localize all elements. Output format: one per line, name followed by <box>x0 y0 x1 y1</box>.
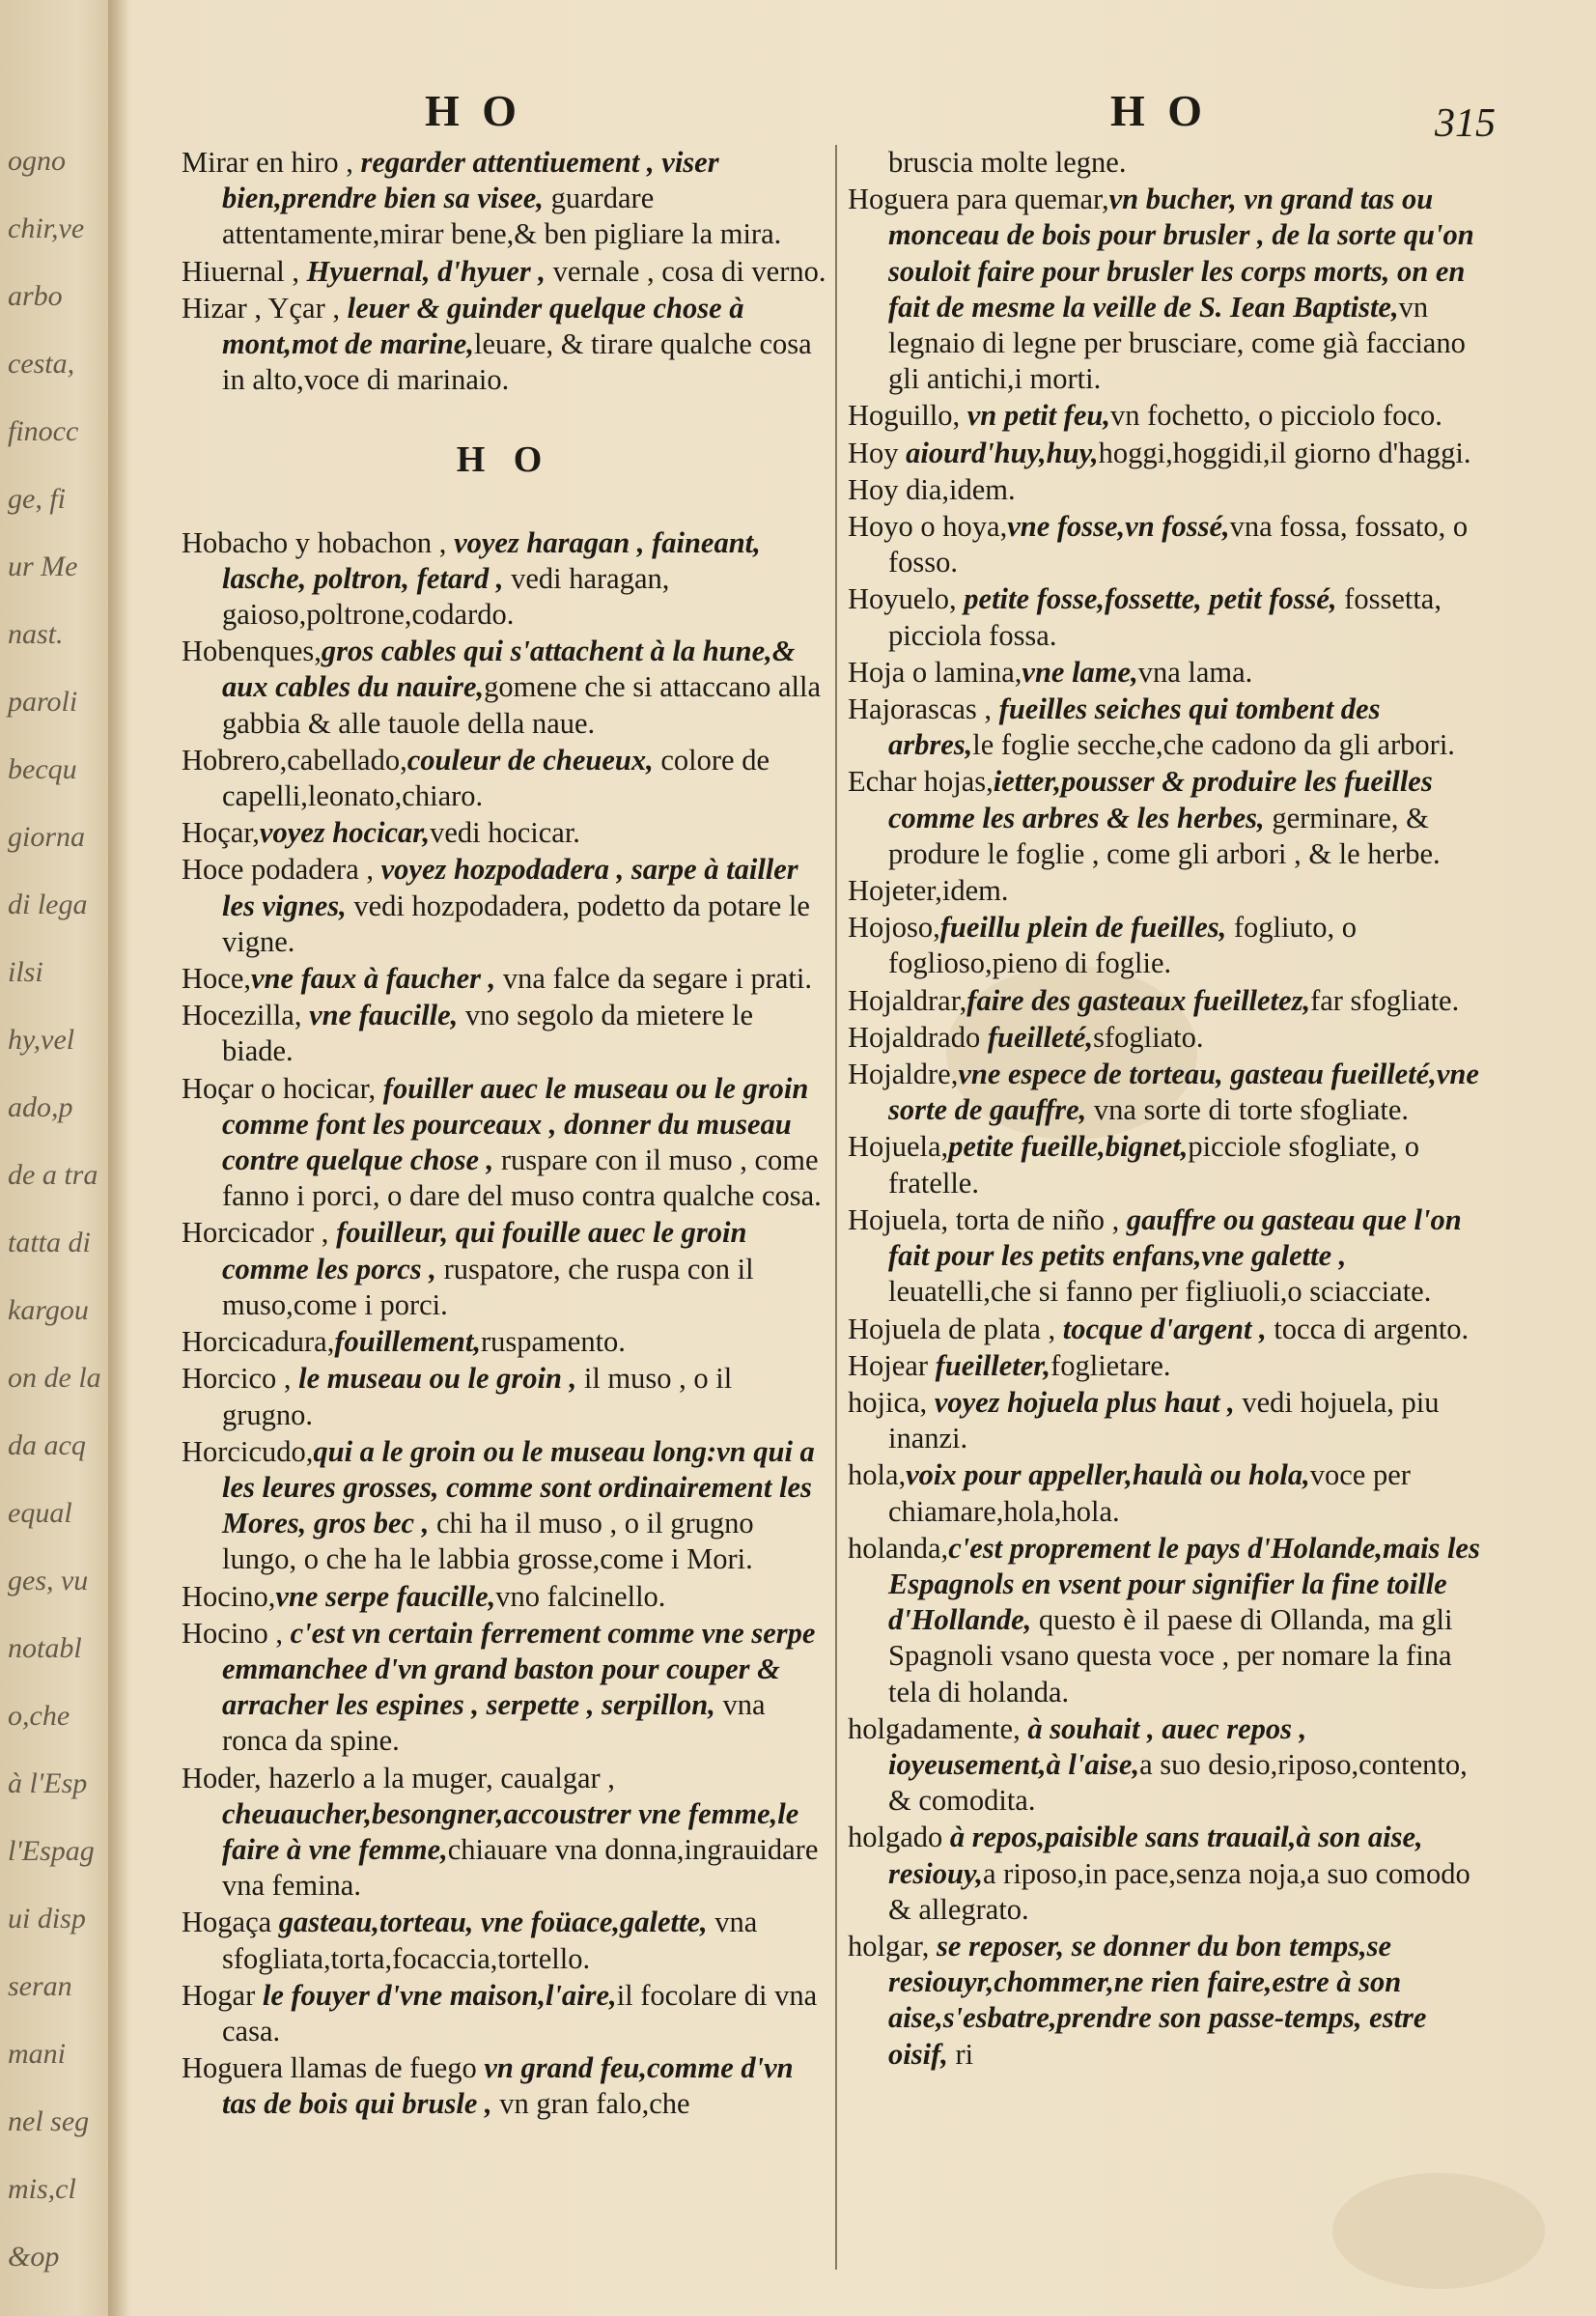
entry-headword: Hoce podadera , <box>182 853 381 887</box>
dictionary-entry <box>848 692 1480 763</box>
entry-headword: Hojear <box>848 1348 936 1382</box>
entry-french: petite fueille,bignet, <box>948 1130 1189 1164</box>
dictionary-entry <box>848 764 1480 872</box>
entry-headword: Hoguera llamas de fuego <box>182 2051 485 2085</box>
entries-hi <box>182 145 826 398</box>
entry-french: voyez haragan , faineant, lasche, poltron, fetard , <box>222 525 761 595</box>
entry-headword: hola, <box>848 1458 907 1492</box>
dictionary-entry <box>182 1761 826 1905</box>
entry-french: vn petit feu, <box>966 399 1110 433</box>
dictionary-entry <box>182 254 826 290</box>
gutter-text-fragment: da acq <box>8 1429 86 1461</box>
gutter-text-fragment: ado,p <box>8 1091 73 1123</box>
dictionary-entry <box>182 998 826 1069</box>
dictionary-entry <box>848 1129 1480 1200</box>
entry-italian: germinare, & produre le foglie , come gli arbori , & le herbe. <box>888 801 1441 870</box>
dictionary-entry <box>848 472 1480 508</box>
entry-french: vn bucher, vn grand tas ou monceau de bois pour brusler , de la sorte qu'on souloit faire pour brusler les corps morts, on en fait de mesme la veille de S. Iean Baptiste, <box>888 183 1474 324</box>
entry-french: gauffre ou gasteau que l'on fait pour les petits enfans,vne galette , <box>888 1202 1462 1273</box>
gutter-text-fragment: mani <box>8 2038 66 2070</box>
entry-french: gasteau,torteau, vne foüace,galette, <box>278 1906 708 1939</box>
dictionary-entry <box>848 1385 1480 1456</box>
entry-italian: hoggi,hoggidi,il giorno d'haggi. <box>1098 436 1471 469</box>
dictionary-entry <box>182 1579 826 1615</box>
entry-french: cheuaucher,besongner,accoustrer vne femme,le faire à vne femme, <box>222 1796 799 1866</box>
entry-headword: holgadamente, <box>848 1711 1028 1745</box>
dictionary-entry <box>182 2050 826 2122</box>
entry-italian: foglietare. <box>1050 1348 1171 1382</box>
entry-italian: idem. <box>949 472 1016 506</box>
dictionary-entry <box>848 1312 1480 1347</box>
entry-french: fueilles seiches qui tombent des arbres, <box>888 692 1381 762</box>
entry-headword: Hoja o lamina, <box>848 655 1022 689</box>
entry-italian: vernale , cosa di verno. <box>546 254 826 288</box>
entry-italian: sfogliato. <box>1093 1020 1204 1054</box>
entry-french: couleur de cheueux, <box>406 743 654 777</box>
entry-headword: Hoçar, <box>182 816 260 850</box>
entries-ho-left <box>182 525 826 2123</box>
gutter-text-fragment: de a tra <box>8 1159 98 1191</box>
entry-italian: vedi haragan, gaioso,poltrone,codardo. <box>222 561 670 632</box>
entry-italian: bruscia molte legne. <box>888 146 1127 179</box>
dictionary-entry <box>848 182 1480 397</box>
entry-headword: Hobrero,cabellado, <box>182 743 407 777</box>
entry-french: tocque d'argent , <box>1062 1312 1267 1345</box>
entry-french: vne espece de torteau, gasteau fueilleté,vne sorte de gauffre, <box>888 1058 1479 1127</box>
dictionary-entry <box>182 1434 826 1578</box>
dictionary-entry <box>182 525 826 634</box>
entry-headword: Hogaça <box>182 1906 279 1939</box>
dictionary-entry <box>848 1820 1480 1928</box>
entry-french: se reposer, se donner du bon temps,se resiouyr,chommer,ne rien faire,estre à son aise,s'esbatre,prendre son passe-temps, estre oisif, <box>888 1929 1427 2071</box>
column-rule <box>835 145 837 2270</box>
dictionary-entry <box>848 436 1480 471</box>
entry-headword: Hiuernal , <box>182 254 307 288</box>
entry-italian: vna ronca da spine. <box>222 1688 766 1758</box>
entry-french: regarder attentiuement , viser bien,prendre bien sa visee, <box>222 146 719 215</box>
entry-italian: ruspamento. <box>481 1325 626 1359</box>
entry-headword: Hoce, <box>182 962 251 996</box>
dictionary-entry <box>182 291 826 399</box>
entry-italian: vna fossa, fossato, o fosso. <box>888 510 1469 579</box>
dictionary-entry <box>182 743 826 814</box>
entry-french: ietter,pousser & produire les fueilles comme les arbres & les herbes, <box>888 765 1433 834</box>
entry-headword: Hobenques, <box>182 635 322 668</box>
entry-italian: vedi hozpodadera, podetto da potare le vigne. <box>222 889 810 958</box>
gutter-text-fragment: nast. <box>8 618 64 650</box>
gutter-text-fragment: ge, fi <box>8 483 66 515</box>
running-header-left: H O <box>425 86 523 135</box>
entry-french: voyez hojuela plus haut , <box>934 1385 1235 1419</box>
entry-italian: vn fochetto, o picciolo foco. <box>1109 399 1442 433</box>
entry-italian: vna sorte di torte sfogliate. <box>1086 1093 1410 1127</box>
entry-french: fueilleter, <box>935 1348 1051 1382</box>
entry-headword: Hoçar o hocicar, <box>182 1071 383 1105</box>
entry-italian: vedi hocicar. <box>430 816 580 850</box>
entry-italian: idem. <box>941 874 1009 908</box>
entry-headword: Hoyuelo, <box>848 582 965 616</box>
entry-headword: Hogar <box>182 1978 263 2012</box>
entry-italian: vn gran falo,che <box>491 2087 690 2121</box>
entry-french: vne lame, <box>1022 655 1138 689</box>
gutter-text-fragment: ogno <box>8 145 66 177</box>
entry-headword: hojica, <box>848 1385 935 1419</box>
gutter-text-fragment: giorna <box>8 821 86 853</box>
paper-stain <box>1332 2173 1545 2289</box>
dictionary-entry <box>182 145 826 253</box>
dictionary-entry <box>182 961 826 997</box>
entry-french: à souhait , auec repos , ioyeusement,à l'aise, <box>888 1711 1307 1781</box>
dictionary-entry <box>182 1215 826 1323</box>
gutter-text-fragment: ges, vu <box>8 1565 89 1596</box>
dictionary-entry <box>848 983 1480 1019</box>
entry-french: voyez hozpodadera , sarpe à tailler les vignes, <box>222 853 798 922</box>
entry-headword: Horcicador , <box>182 1216 337 1250</box>
gutter-text-fragment: cesta, <box>8 348 75 380</box>
entry-headword: Hojoso, <box>848 911 940 945</box>
entry-italian: ri <box>947 2037 974 2071</box>
entry-italian: ruspare con il muso , come fanno i porci, o dare del muso contra qualche cosa. <box>222 1144 822 1213</box>
dictionary-entry <box>848 1929 1480 2073</box>
entry-italian: fossetta, picciola fossa. <box>888 582 1442 652</box>
dictionary-entry <box>182 852 826 960</box>
page-number: 315 <box>1435 101 1496 146</box>
entry-french: vn grand feu,comme d'vn tas de bois qui brusle , <box>222 2051 794 2121</box>
entry-french: fouillement, <box>334 1325 481 1359</box>
entry-headword: Hizar , Yçar , <box>182 291 348 325</box>
entry-french: voyez hocicar, <box>259 816 431 850</box>
dictionary-entry <box>848 509 1480 580</box>
gutter-text-fragment: chir,ve <box>8 212 85 244</box>
entry-italian: chiauare vna donna,ingrauidare vna femina. <box>222 1832 819 1903</box>
entry-french: leuer & guinder quelque chose à mont,mot de marine, <box>222 291 744 361</box>
gutter-text-fragment: ilsi <box>8 956 43 988</box>
entry-italian: leuare, & tirare qualche cosa in alto,voce di marinaio. <box>222 327 812 397</box>
dictionary-entry <box>848 873 1480 909</box>
dictionary-entry <box>848 1457 1480 1529</box>
entry-italian: il muso , o il grugno. <box>222 1362 733 1431</box>
entry-french: aiourd'huy,huy, <box>906 436 1099 469</box>
gutter-text-fragment: equal <box>8 1497 72 1529</box>
entry-french: fouilleur, qui fouille auec le groin comme les porcs , <box>222 1216 747 1285</box>
entry-italian: questo è il paese di Ollanda, ma gli Spagnoli vsano questa voce , per nomare la fina tela di holanda. <box>888 1603 1453 1709</box>
dictionary-entry <box>848 1531 1480 1710</box>
dictionary-entry <box>848 581 1480 653</box>
dictionary-entry <box>182 1978 826 2049</box>
entry-headword: Hoy dia, <box>848 472 950 506</box>
gutter-text-fragment: tatta di <box>8 1227 91 1258</box>
gutter-text-fragment: ui disp <box>8 1903 86 1935</box>
gutter-text-fragment: à l'Esp <box>8 1767 88 1799</box>
entry-italian: gomene che si attaccano alla gabbia & alle tauole della naue. <box>222 670 822 740</box>
dictionary-entry <box>182 1361 826 1432</box>
dictionary-entry <box>848 910 1480 981</box>
entry-french: Hyuernal, d'hyuer , <box>306 254 546 288</box>
entry-headword: Hojaldrar, <box>848 983 967 1017</box>
gutter-text-fragment: nel seg <box>8 2105 90 2137</box>
dictionary-entry <box>848 1348 1480 1384</box>
dictionary-entry <box>182 815 826 851</box>
entry-italian: vn legnaio di legne per brusciare, come già facciano gli antichi,i morti. <box>888 290 1466 396</box>
entry-italian: colore de capelli,leonato,chiaro. <box>222 743 770 813</box>
gutter-text-fragment: ur Me <box>8 551 78 582</box>
gutter-text-fragment: finocc <box>8 415 79 447</box>
left-column <box>182 145 826 2124</box>
entry-italian: vna sfogliata,torta,focaccia,tortello. <box>222 1906 758 1975</box>
entry-french: qui a le groin ou le museau long:vn qui a les leures grosses, comme sont ordinairement les Mores, gros bec , <box>222 1434 815 1540</box>
entry-french: c'est proprement le pays d'Holande,mais les Espagnols en vsent pour signifier la fine toille d'Hollande, <box>888 1531 1480 1637</box>
gutter-text-fragment: paroli <box>8 686 78 718</box>
entry-italian: tocca di argento. <box>1266 1312 1470 1345</box>
entry-headword: Horcicudo, <box>182 1434 314 1468</box>
entry-headword: Horcico , <box>182 1362 299 1396</box>
entry-french: gros cables qui s'attachent à la hune,& aux cables du nauire, <box>222 635 796 704</box>
dictionary-entry <box>848 1202 1480 1311</box>
entry-headword: Hajorascas , <box>848 692 999 726</box>
entry-headword: Hoy <box>848 436 907 469</box>
entry-headword: Echar hojas, <box>848 765 994 799</box>
entry-headword: Mirar en hiro , <box>182 146 361 179</box>
entry-headword: Hocino, <box>182 1579 276 1613</box>
entry-headword: Hojaldrado <box>848 1020 988 1054</box>
entry-italian: voce per chiamare,hola,hola. <box>888 1458 1411 1528</box>
entry-headword: Hojuela, <box>848 1130 949 1164</box>
entry-headword: Hobacho y hobachon , <box>182 525 455 559</box>
dictionary-entry <box>848 1711 1480 1820</box>
gutter-text-fragment: o,che <box>8 1700 70 1732</box>
dictionary-entry <box>848 655 1480 691</box>
entry-french: vne fosse,vn fossé, <box>1007 510 1230 544</box>
entry-headword: Hojuela, torta de niño , <box>848 1202 1127 1236</box>
entry-french: petite fosse,fossette, petit fossé, <box>964 582 1337 616</box>
gutter-text-fragment: kargou <box>8 1294 89 1326</box>
section-heading-ho: H O <box>456 439 552 481</box>
entry-french: vne faux à faucher , <box>250 962 496 996</box>
entry-french: fueillu plein de fueilles, <box>939 911 1227 945</box>
entry-french: c'est vn certain ferrement comme vne serpe emmanchee d'vn grand baston pour couper & arracher les espines , serpette , serpillon, <box>222 1616 816 1722</box>
entry-headword: Hojaldre, <box>848 1058 959 1091</box>
entry-headword: holgado <box>848 1821 950 1854</box>
running-header-right: H O <box>1110 86 1209 135</box>
gutter-text-fragment: mis,cl <box>8 2173 76 2205</box>
book-spine <box>108 0 129 2316</box>
gutter-text-fragment: on de la <box>8 1362 101 1394</box>
entry-italian: guardare attentamente,mirar bene,& ben pigliare la mira. <box>222 182 782 251</box>
entry-italian: vno segolo da mietere le biade. <box>222 999 754 1068</box>
dictionary-entry <box>182 1616 826 1760</box>
gutter-text-fragment: notabl <box>8 1632 82 1664</box>
entry-french: voix pour appeller,haulà ou hola, <box>906 1458 1310 1492</box>
entry-italian: vno falcinello. <box>495 1579 666 1613</box>
entry-italian: il focolare di vna casa. <box>222 1978 818 2048</box>
gutter-text-fragment: di lega <box>8 889 88 920</box>
entry-french: faire des gasteaux fueilletez, <box>966 983 1311 1017</box>
right-column <box>848 145 1480 2074</box>
dictionary-entry <box>182 1071 826 1215</box>
dictionary-entry <box>848 1057 1480 1128</box>
gutter-text-fragment: seran <box>8 1970 72 2002</box>
entry-headword: Hoguera para quemar, <box>848 183 1109 216</box>
entry-headword: holgar, <box>848 1929 937 1963</box>
dictionary-entry <box>182 1324 826 1360</box>
gutter-facing-page <box>0 0 111 2316</box>
entry-french: le fouyer d'vne maison,l'aire, <box>262 1978 617 2012</box>
entry-french: fueilleté, <box>987 1020 1094 1054</box>
dictionary-entry <box>848 398 1480 434</box>
entry-italian: vna lama. <box>1137 655 1253 689</box>
entry-headword: Hoder, hazerlo a la muger, caualgar , <box>182 1761 615 1794</box>
entry-french: fouiller auec le museau ou le groin comme font les pourceaux , donner du museau contre quelque chose , <box>222 1071 809 1177</box>
entry-headword: Hojuela de plata , <box>848 1312 1063 1345</box>
gutter-text-fragment: arbo <box>8 280 63 312</box>
dictionary-entry <box>182 634 826 742</box>
entry-french: le museau ou le groin , <box>298 1362 577 1396</box>
dictionary-entry <box>182 1905 826 1976</box>
entry-italian: chi ha il muso , o il grugno lungo, o che ha le labbia grosse,come i Mori. <box>222 1507 754 1576</box>
entry-italian: fogliuto, o foglioso,pieno di foglie. <box>888 911 1357 980</box>
entry-headword: Hoguillo, <box>848 399 967 433</box>
entry-italian: far sfogliate. <box>1310 983 1460 1017</box>
gutter-text-fragment: &op <box>8 2241 60 2273</box>
entry-italian: le foglie secche,che cadono da gli arbori. <box>972 728 1455 762</box>
dictionary-entry <box>848 1020 1480 1056</box>
entry-headword: Hojeter, <box>848 874 942 908</box>
entry-italian: a riposo,in pace,senza noja,a suo comodo & allegrato. <box>888 1856 1470 1926</box>
entry-italian: vna falce da segare i prati. <box>495 962 812 996</box>
entry-french: vne faucille, <box>309 999 459 1032</box>
entry-french: à repos,paisible sans trauail,à son aise, resiouy, <box>888 1821 1423 1890</box>
entry-headword: holanda, <box>848 1531 949 1565</box>
entry-italian: picciole sfogliate, o fratelle. <box>888 1130 1420 1200</box>
gutter-text-fragment: hy,vel <box>8 1024 75 1056</box>
gutter-text-fragment: becqu <box>8 753 77 785</box>
entry-headword: Horcicadura, <box>182 1325 335 1359</box>
entry-headword: Hoyo o hoya, <box>848 510 1008 544</box>
dictionary-entry <box>848 145 1480 181</box>
entry-italian: a suo desio,riposo,contento, & comodita. <box>888 1747 1468 1818</box>
entry-italian: vedi hojuela, piu inanzi. <box>888 1385 1440 1455</box>
entry-italian: leuatelli,che si fanno per figliuoli,o sciacciate. <box>888 1275 1432 1309</box>
entry-headword: Hocezilla, <box>182 999 310 1032</box>
entry-italian: ruspatore, che ruspa con il muso,come i porci. <box>222 1252 754 1321</box>
entry-headword: Hocino , <box>182 1616 291 1650</box>
gutter-text-fragment: l'Espag <box>8 1835 95 1867</box>
entry-french: vne serpe faucille, <box>275 1579 496 1613</box>
entries-ho-right <box>848 145 1480 2073</box>
